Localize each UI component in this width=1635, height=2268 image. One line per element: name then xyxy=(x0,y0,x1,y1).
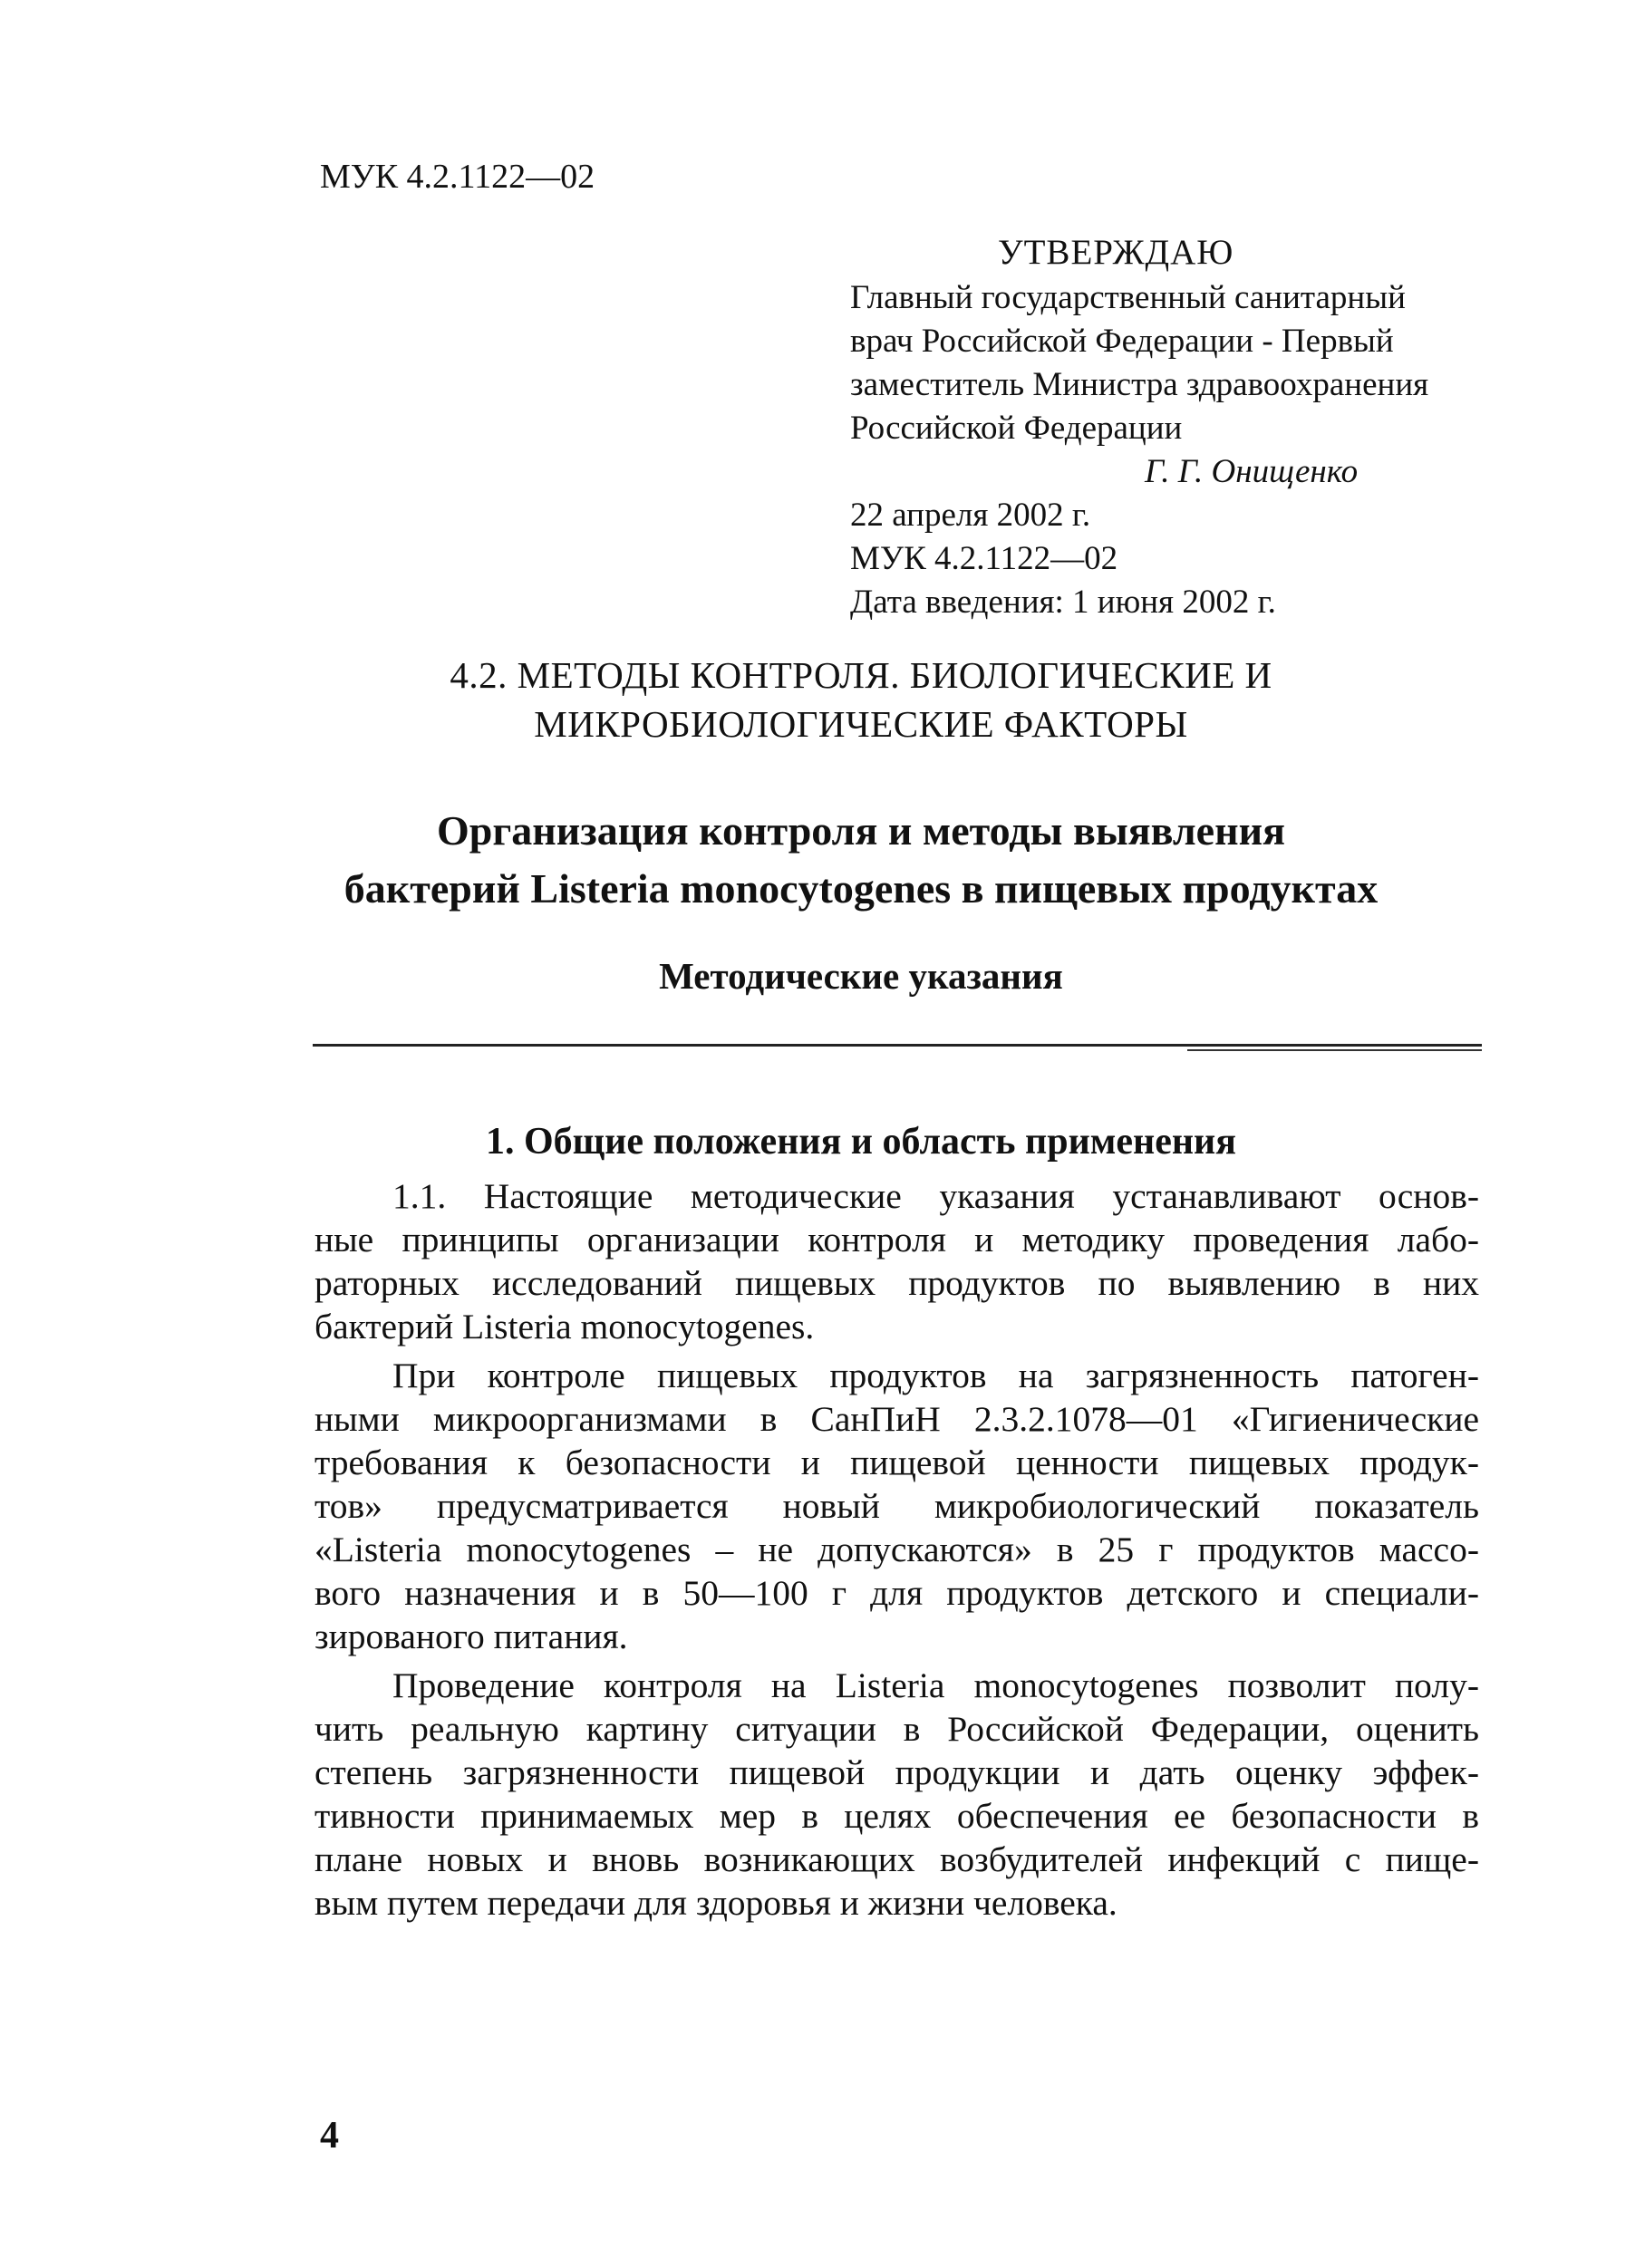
text-line: ные принципы организации контроля и методику проведения лабо- xyxy=(314,1220,1479,1259)
body-text xyxy=(314,1174,1479,1930)
approval-code: МУК 4.2.1122—02 xyxy=(850,540,1118,577)
approval-block xyxy=(850,231,1485,624)
approval-line: врач Российской Федерации - Первый xyxy=(850,323,1394,360)
page-number: 4 xyxy=(320,2115,339,2157)
chapter-heading: 1. Общие положения и область применения xyxy=(486,1121,1236,1163)
approval-date: 22 апреля 2002 г. xyxy=(850,497,1091,534)
text-line: плане новых и вновь возникающих возбудителей инфекций с пище- xyxy=(314,1839,1479,1879)
text-line: При контроле пищевых продуктов на загрязненность патоген- xyxy=(392,1356,1479,1395)
section-heading-line: МИКРОБИОЛОГИЧЕСКИЕ ФАКТОРЫ xyxy=(534,703,1188,745)
text-line: раторных исследований пищевых продуктов по выявлению в них xyxy=(314,1263,1479,1303)
document-code: МУК 4.2.1122—02 xyxy=(320,158,595,196)
text-line: тивности принимаемых мер в целях обеспечения ее безопасности в xyxy=(314,1796,1479,1836)
text-line: вого назначения и в 50—100 г для продуктов детского и специали- xyxy=(314,1573,1479,1613)
approval-line: Главный государственный санитарный xyxy=(850,279,1406,316)
section-heading-line: 4.2. МЕТОДЫ КОНТРОЛЯ. БИОЛОГИЧЕСКИЕ И xyxy=(450,654,1272,696)
text-line: тов» предусматривается новый микробиологический показатель xyxy=(314,1486,1479,1526)
text-line: степень загрязненности пищевой продукции и дать оценку эффек- xyxy=(314,1752,1479,1792)
text-line: 1.1. Настоящие методические указания устанавливают основ- xyxy=(392,1176,1479,1216)
paragraph xyxy=(314,1354,1479,1658)
approval-line: Российской Федерации xyxy=(850,410,1183,447)
section-heading xyxy=(317,651,1405,748)
text-line: зированого питания. xyxy=(314,1617,628,1656)
approval-intro-date: Дата введения: 1 июня 2002 г. xyxy=(850,584,1276,621)
text-line: Проведение контроля на Listeria monocytogenes позволит полу- xyxy=(392,1665,1479,1705)
text-line: вым путем передачи для здоровья и жизни человека. xyxy=(314,1883,1117,1923)
text-line: бактерий Listeria monocytogenes. xyxy=(314,1307,815,1346)
horizontal-rule-short xyxy=(1187,1049,1482,1051)
paragraph xyxy=(314,1174,1479,1348)
document-title xyxy=(317,802,1405,918)
approval-title: УТВЕРЖДАЮ xyxy=(998,233,1234,272)
approval-signer: Г. Г. Онищенко xyxy=(1145,453,1359,490)
horizontal-rule xyxy=(313,1044,1482,1047)
text-line: требования к безопасности и пищевой ценности пищевых продук- xyxy=(314,1443,1479,1482)
approval-line: заместитель Министра здравоохранения xyxy=(850,366,1429,403)
document-title-line: Организация контроля и методы выявления xyxy=(437,807,1285,854)
paragraph xyxy=(314,1664,1479,1925)
document-title-line: бактерий Listeria monocytogenes в пищевых продуктах xyxy=(343,865,1379,912)
document-subtitle: Методические указания xyxy=(659,955,1063,997)
text-line: «Listeria monocytogenes – не допускаются» в 25 г продуктов массо- xyxy=(314,1530,1479,1569)
text-line: ными микроорганизмами в СанПиН 2.3.2.1078—01 «Гигиенические xyxy=(314,1399,1479,1439)
text-line: чить реальную картину ситуации в Российской Федерации, оценить xyxy=(314,1709,1479,1749)
